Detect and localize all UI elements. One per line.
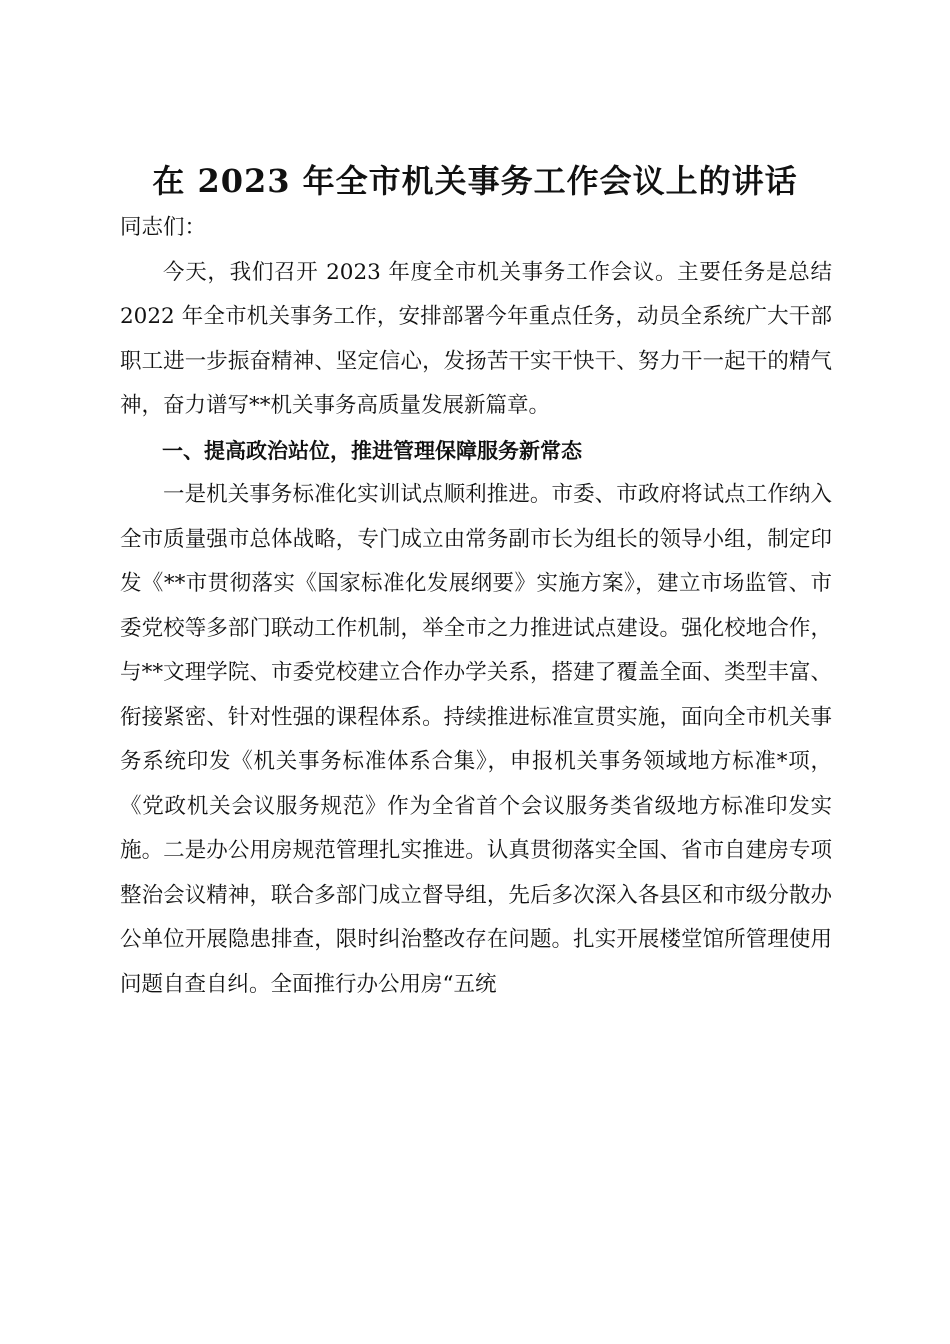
salutation: 同志们：: [120, 215, 207, 240]
section-heading: 一、提高政治站位，推进管理保障服务新常态: [162, 438, 582, 463]
section-paragraph: 一是机关事务标准化实训试点顺利推进。市委、市政府将试点工作纳入全市质量强市总体战略，专门成立由常务副市长为组长的领导小组，制定印发《**市贯彻落实《国家标准化发展纲要》实施方案》，建立市场监管、市委党校等多部门联动工作机制，举全市之力推进试点建设。强化校地合作，与**文理学院、市委党校建立合作办学关系，搭建了覆盖全面、类型丰富、衔接紧密、针对性强的课程体系。持续推进标准宣贯实施，面向全市机关事务系统印发《机关事务标准体系合集》，申报机关事务领域地方标准*项，《党政机关会议服务规范》作为全省首个会议服务类省级地方标准印发实施。二是办公用房规范管理扎实推进。认真贯彻落实全国、省市自建房专项整治会议精神，联合多部门成立督导组，先后多次深入各县区和市级分散办公单位开展隐患排查，限时纠治整改存在问题。扎实开展楼堂馆所管理使用问题自查自纠。全面推行办公用房“五统: [120, 482, 832, 997]
document-title: 在 2023 年全市机关事务工作会议上的讲话: [152, 162, 798, 201]
intro-paragraph: 今天，我们召开 2023 年度全市机关事务工作会议。主要任务是总结 2022 年全市机关事务工作，安排部署今年重点任务，动员全系统广大干部职工进一步振奋精神、坚定信心，发扬苦干实干快干、努力干一起干的精气神，奋力谱写**机关事务高质量发展新篇章。: [120, 259, 832, 418]
document-body: [120, 206, 832, 1007]
